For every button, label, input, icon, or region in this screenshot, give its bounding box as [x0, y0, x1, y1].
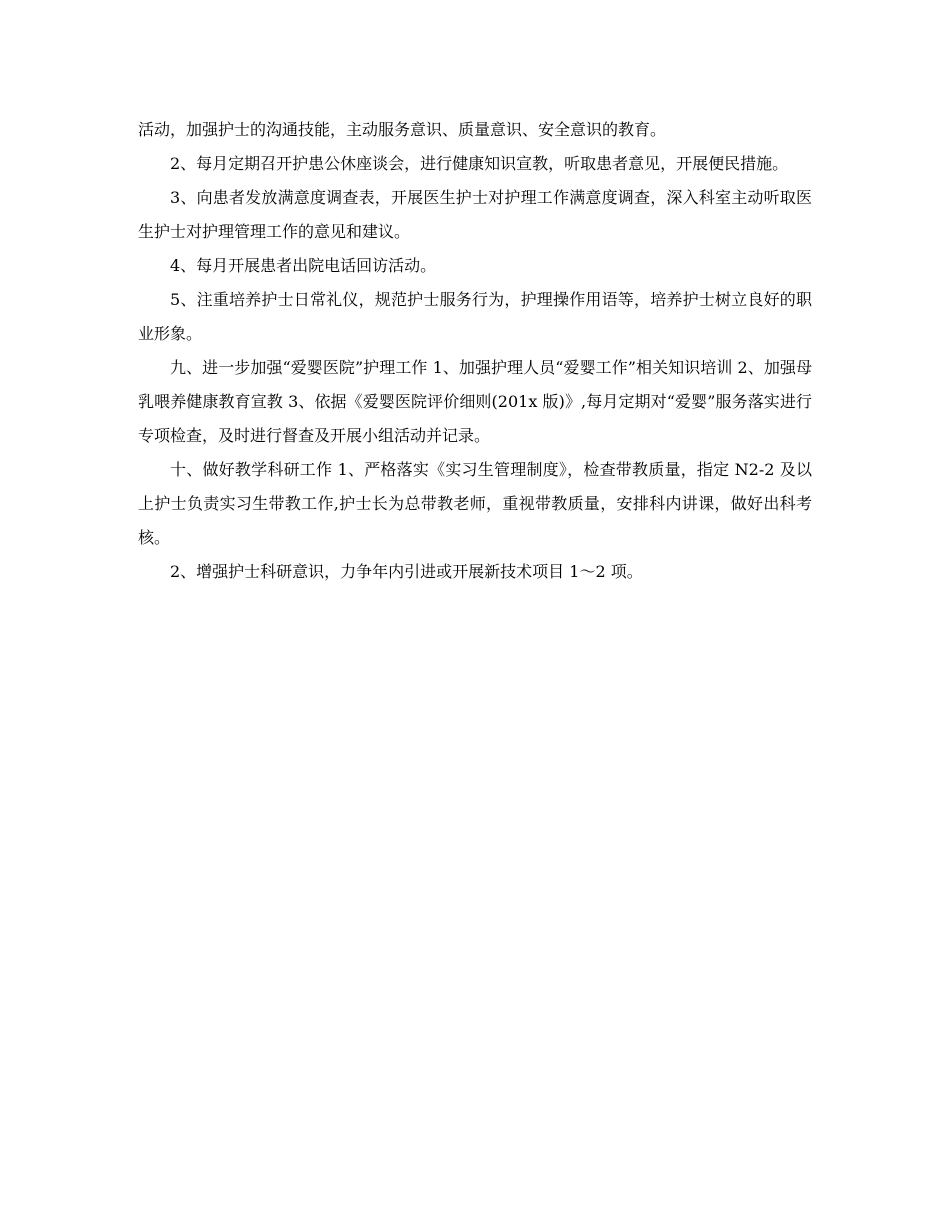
document-body — [138, 113, 812, 589]
paragraph-section-10: 十、做好教学科研工作 1、严格落实《实习生管理制度》，检查带教质量，指定 N2-2 及以上护士负责实习生带教工作,护士长为总带教老师，重视带教质量，安排科内讲课，做好出科考核。 — [138, 460, 812, 547]
paragraph-section-9: 九、进一步加强“爱婴医院”护理工作 1、加强护理人员“爱婴工作”相关知识培训 2、加强母乳喂养健康教育宣教 3、依据《爱婴医院评价细则(201x 版)》,每月定期对“爱婴”服务落实进行专项检查，及时进行督查及开展小组活动并记录。 — [138, 358, 812, 445]
paragraph-section-10-item-2: 2、增强护士科研意识，力争年内引进或开展新技术项目 1～2 项。 — [170, 562, 643, 581]
paragraph-item-4: 4、每月开展患者出院电话回访活动。 — [170, 256, 437, 275]
paragraph-item-2: 2、每月定期召开护患公休座谈会，进行健康知识宣教，听取患者意见，开展便民措施。 — [170, 154, 789, 173]
paragraph-item-3: 3、向患者发放满意度调查表，开展医生护士对护理工作满意度调查，深入科室主动听取医生护士对护理管理工作的意见和建议。 — [138, 188, 812, 241]
paragraph-item-5: 5、注重培养护士日常礼仪，规范护士服务行为，护理操作用语等，培养护士树立良好的职业形象。 — [138, 290, 812, 343]
paragraph-continuation: 活动，加强护士的沟通技能，主动服务意识、质量意识、安全意识的教育。 — [138, 120, 667, 139]
